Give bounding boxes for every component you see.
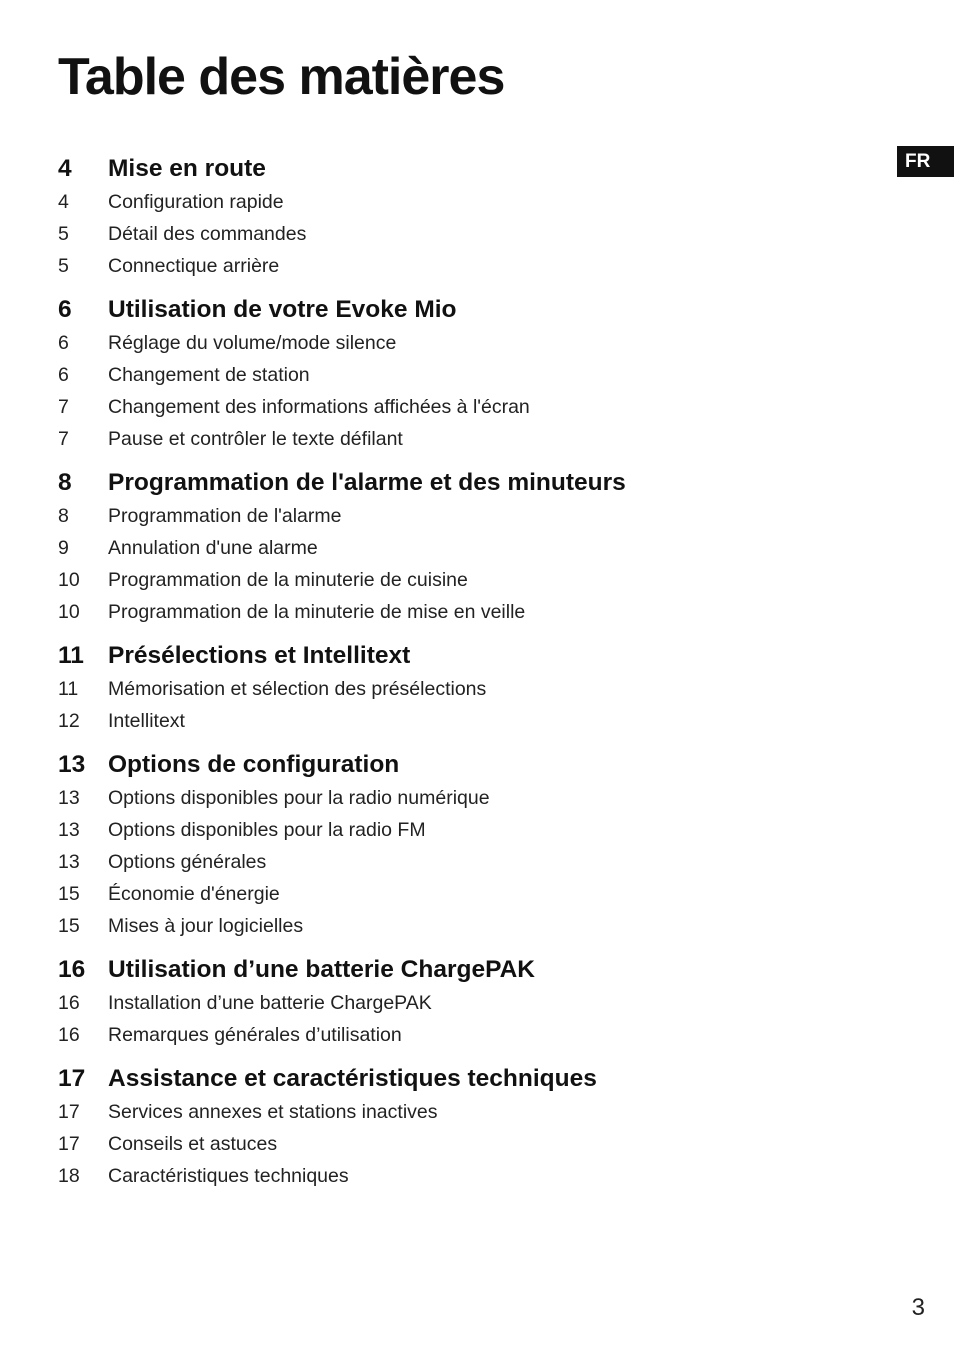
toc-entry[interactable] [58,814,878,846]
entry-title: Programmation de la minuterie de mise en veille [108,601,526,623]
toc-section [58,953,878,1051]
section-page-number: 17 [58,1065,86,1092]
entry-title: Intellitext [108,710,185,732]
toc-section [58,152,878,282]
entry-page-number: 13 [58,851,80,873]
toc-section [58,1062,878,1192]
toc-section-heading[interactable] [58,639,878,673]
section-title: Utilisation de votre Evoke Mio [108,296,457,323]
entry-title: Options disponibles pour la radio numérique [108,787,490,809]
entry-page-number: 8 [58,505,69,527]
entry-page-number: 7 [58,428,69,450]
toc-entry[interactable] [58,705,878,737]
toc-entry[interactable] [58,673,878,705]
section-title: Programmation de l'alarme et des minuteurs [108,469,626,496]
toc-section-heading[interactable] [58,1062,878,1096]
section-page-number: 16 [58,956,86,983]
entry-title: Installation d’une batterie ChargePAK [108,992,432,1014]
entry-title: Changement de station [108,364,310,386]
entry-page-number: 18 [58,1165,80,1187]
toc-entry[interactable] [58,564,878,596]
entry-title: Configuration rapide [108,191,284,213]
section-page-number: 13 [58,751,86,778]
toc-section [58,748,878,942]
toc-entry[interactable] [58,910,878,942]
entry-page-number: 13 [58,819,80,841]
entry-page-number: 5 [58,223,69,245]
entry-title: Caractéristiques techniques [108,1165,349,1187]
entry-page-number: 6 [58,364,69,386]
toc-section-heading[interactable] [58,466,878,500]
section-title: Options de configuration [108,751,400,778]
entry-page-number: 17 [58,1133,80,1155]
toc-entry[interactable] [58,532,878,564]
toc-entry[interactable] [58,782,878,814]
toc-entry[interactable] [58,423,878,455]
section-page-number: 4 [58,155,72,182]
language-tab: FR [897,146,954,177]
entry-title: Connectique arrière [108,255,280,277]
toc-section-heading[interactable] [58,748,878,782]
toc-entry[interactable] [58,1019,878,1051]
entry-page-number: 5 [58,255,69,277]
toc-entry[interactable] [58,500,878,532]
entry-title: Programmation de la minuterie de cuisine [108,569,468,591]
entry-title: Mémorisation et sélection des présélections [108,678,487,700]
section-page-number: 6 [58,296,72,323]
entry-page-number: 15 [58,883,80,905]
toc-entry[interactable] [58,359,878,391]
entry-page-number: 4 [58,191,69,213]
entry-page-number: 13 [58,787,80,809]
section-title: Utilisation d’une batterie ChargePAK [108,956,535,983]
toc-entry[interactable] [58,1096,878,1128]
toc-entry[interactable] [58,878,878,910]
section-title: Mise en route [108,155,266,182]
page-number: 3 [911,1294,925,1321]
section-page-number: 8 [58,469,72,496]
entry-page-number: 11 [58,678,79,700]
page-title: Table des matières [58,48,505,106]
toc-entry[interactable] [58,987,878,1019]
section-title: Présélections et Intellitext [108,642,411,669]
entry-title: Pause et contrôler le texte défilant [108,428,403,450]
toc-section [58,639,878,737]
entry-page-number: 7 [58,396,69,418]
entry-title: Remarques générales d’utilisation [108,1024,402,1046]
entry-page-number: 17 [58,1101,80,1123]
entry-title: Options disponibles pour la radio FM [108,819,426,841]
table-of-contents [58,152,878,1203]
entry-page-number: 16 [58,992,80,1014]
toc-section-heading[interactable] [58,293,878,327]
toc-entry[interactable] [58,391,878,423]
entry-title: Programmation de l'alarme [108,505,342,527]
entry-title: Changement des informations affichées à l'écran [108,396,530,418]
entry-page-number: 15 [58,915,80,937]
toc-section-heading[interactable] [58,152,878,186]
entry-page-number: 10 [58,601,80,623]
section-title: Assistance et caractéristiques techniques [108,1065,597,1092]
toc-entry[interactable] [58,250,878,282]
entry-title: Options générales [108,851,267,873]
toc-section-heading[interactable] [58,953,878,987]
toc-entry[interactable] [58,596,878,628]
entry-page-number: 16 [58,1024,80,1046]
toc-section [58,293,878,455]
entry-title: Détail des commandes [108,223,307,245]
entry-page-number: 9 [58,537,69,559]
entry-title: Conseils et astuces [108,1133,278,1155]
entry-title: Économie d'énergie [108,883,280,905]
toc-entry[interactable] [58,1160,878,1192]
entry-page-number: 10 [58,569,80,591]
entry-page-number: 6 [58,332,69,354]
entry-title: Annulation d'une alarme [108,537,318,559]
section-page-number: 11 [58,642,84,669]
toc-entry[interactable] [58,846,878,878]
entry-page-number: 12 [58,710,80,732]
toc-entry[interactable] [58,218,878,250]
entry-title: Mises à jour logicielles [108,915,304,937]
toc-section [58,466,878,628]
toc-entry[interactable] [58,327,878,359]
entry-title: Réglage du volume/mode silence [108,332,397,354]
entry-title: Services annexes et stations inactives [108,1101,438,1123]
toc-entry[interactable] [58,1128,878,1160]
toc-entry[interactable] [58,186,878,218]
